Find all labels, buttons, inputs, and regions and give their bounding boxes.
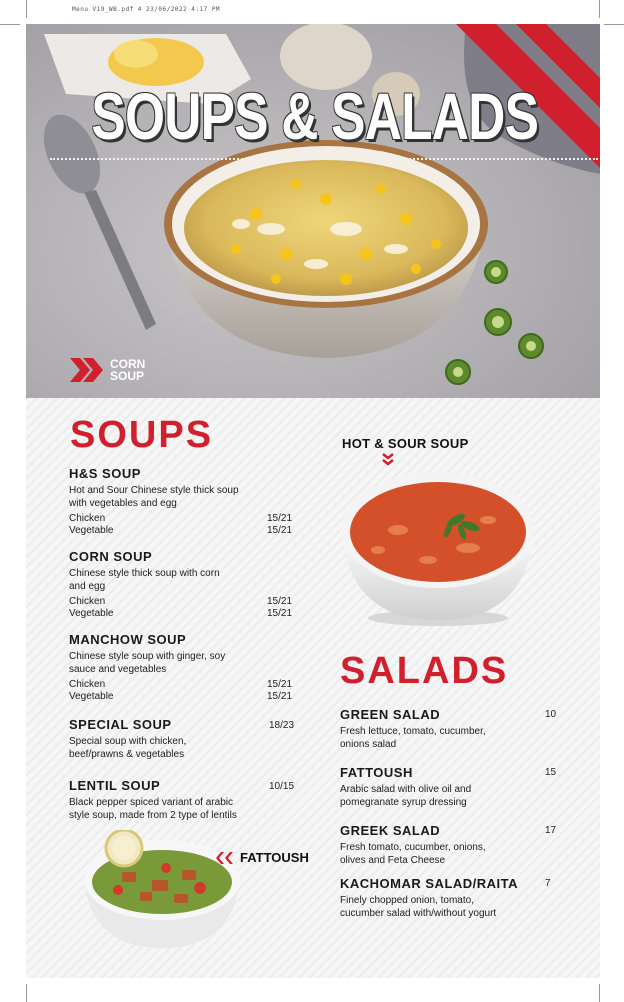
item-price: 7 bbox=[545, 878, 551, 889]
item-name: CORN SOUP bbox=[69, 549, 153, 564]
hot-sour-soup-photo bbox=[338, 470, 538, 630]
item-price: 18/23 bbox=[269, 720, 295, 731]
item-price: 10/15 bbox=[269, 781, 295, 792]
item-name: LENTIL SOUP bbox=[69, 778, 161, 793]
variant-row bbox=[69, 596, 301, 608]
soups-heading: SOUPS bbox=[70, 414, 214, 456]
fattoush-caption-text: FATTOUSH bbox=[240, 850, 309, 865]
item-price: 15 bbox=[545, 767, 557, 778]
item-description: Finely chopped onion, tomato, cucumber salad with/without yogurt bbox=[340, 895, 497, 919]
menu-item-lentil-soup bbox=[69, 778, 259, 822]
variant-row bbox=[69, 679, 301, 691]
item-description: Chinese style thick soup with corn and egg bbox=[69, 568, 220, 592]
variant-price: 15/21 bbox=[267, 691, 293, 702]
item-description: Arabic salad with olive oil and pomegranate syrup dressing bbox=[340, 784, 472, 808]
double-chevron-left-icon bbox=[216, 852, 234, 864]
menu-item-special-soup bbox=[69, 717, 259, 761]
menu-item-greek-salad bbox=[340, 823, 520, 867]
crop-mark bbox=[599, 0, 600, 18]
item-description: Special soup with chicken, beef/prawns & vegetables bbox=[69, 736, 187, 760]
variant-label: Vegetable bbox=[69, 525, 114, 536]
variant-label: Chicken bbox=[69, 513, 106, 524]
variant-label: Chicken bbox=[69, 679, 106, 690]
crop-mark bbox=[599, 984, 600, 1002]
item-name: KACHOMAR SALAD/RAITA bbox=[340, 876, 519, 891]
fattoush-photo bbox=[82, 830, 242, 950]
menu-item-green-salad bbox=[340, 707, 520, 751]
print-header: Menu V19_WB.pdf 4 23/06/2022 4:17 PM bbox=[72, 6, 221, 13]
item-price: 17 bbox=[545, 825, 557, 836]
item-name: FATTOUSH bbox=[340, 765, 413, 780]
crop-mark bbox=[26, 984, 27, 1002]
variant-row bbox=[69, 608, 301, 620]
variant-label: Vegetable bbox=[69, 608, 114, 619]
item-name: GREEK SALAD bbox=[340, 823, 441, 838]
hero-dotted-divider bbox=[50, 158, 598, 160]
menu-item-kachomar-salad bbox=[340, 876, 540, 920]
variant-label: Chicken bbox=[69, 596, 106, 607]
corn-soup-caption-text: CORN SOUP bbox=[110, 357, 146, 383]
variant-price: 15/21 bbox=[267, 525, 293, 536]
item-description: Chinese style soup with ginger, soy sauce and vegetables bbox=[69, 651, 226, 675]
item-description: Hot and Sour Chinese style thick soup with vegetables and egg bbox=[69, 485, 239, 509]
crop-mark bbox=[604, 24, 624, 25]
variant-price: 15/21 bbox=[267, 596, 293, 607]
menu-item-corn-soup bbox=[69, 549, 301, 620]
item-description: Fresh lettuce, tomato, cucumber, onions salad bbox=[340, 726, 486, 750]
variant-price: 15/21 bbox=[267, 679, 293, 690]
crop-mark bbox=[0, 24, 20, 25]
double-chevron-right-icon bbox=[70, 358, 104, 382]
item-name: GREEN SALAD bbox=[340, 707, 441, 722]
variant-label: Vegetable bbox=[69, 691, 114, 702]
variant-row bbox=[69, 691, 301, 703]
menu-page bbox=[26, 24, 600, 978]
hot-sour-soup-caption: HOT & SOUR SOUP bbox=[342, 436, 469, 451]
variant-row bbox=[69, 525, 301, 537]
variant-row bbox=[69, 513, 301, 525]
salads-heading: SALADS bbox=[340, 650, 509, 692]
hero-photo bbox=[26, 24, 600, 398]
menu-item-hs-soup bbox=[69, 466, 301, 537]
fattoush-photo-caption bbox=[216, 850, 309, 865]
item-description: Black pepper spiced variant of arabic style soup, made from 2 type of lentils bbox=[69, 797, 237, 821]
double-chevron-down-icon bbox=[381, 452, 395, 466]
corn-soup-photo-caption bbox=[70, 358, 154, 382]
item-description: Fresh tomato, cucumber, onions, olives and Feta Cheese bbox=[340, 842, 486, 866]
hero-title: SOUPS & SALADS bbox=[91, 79, 539, 153]
menu-item-fattoush bbox=[340, 765, 520, 809]
item-name: SPECIAL SOUP bbox=[69, 717, 172, 732]
item-name: H&S SOUP bbox=[69, 466, 141, 481]
crop-mark bbox=[26, 0, 27, 18]
menu-item-manchow-soup bbox=[69, 632, 301, 703]
item-name: MANCHOW SOUP bbox=[69, 632, 187, 647]
item-price: 10 bbox=[545, 709, 557, 720]
variant-price: 15/21 bbox=[267, 608, 293, 619]
variant-price: 15/21 bbox=[267, 513, 293, 524]
